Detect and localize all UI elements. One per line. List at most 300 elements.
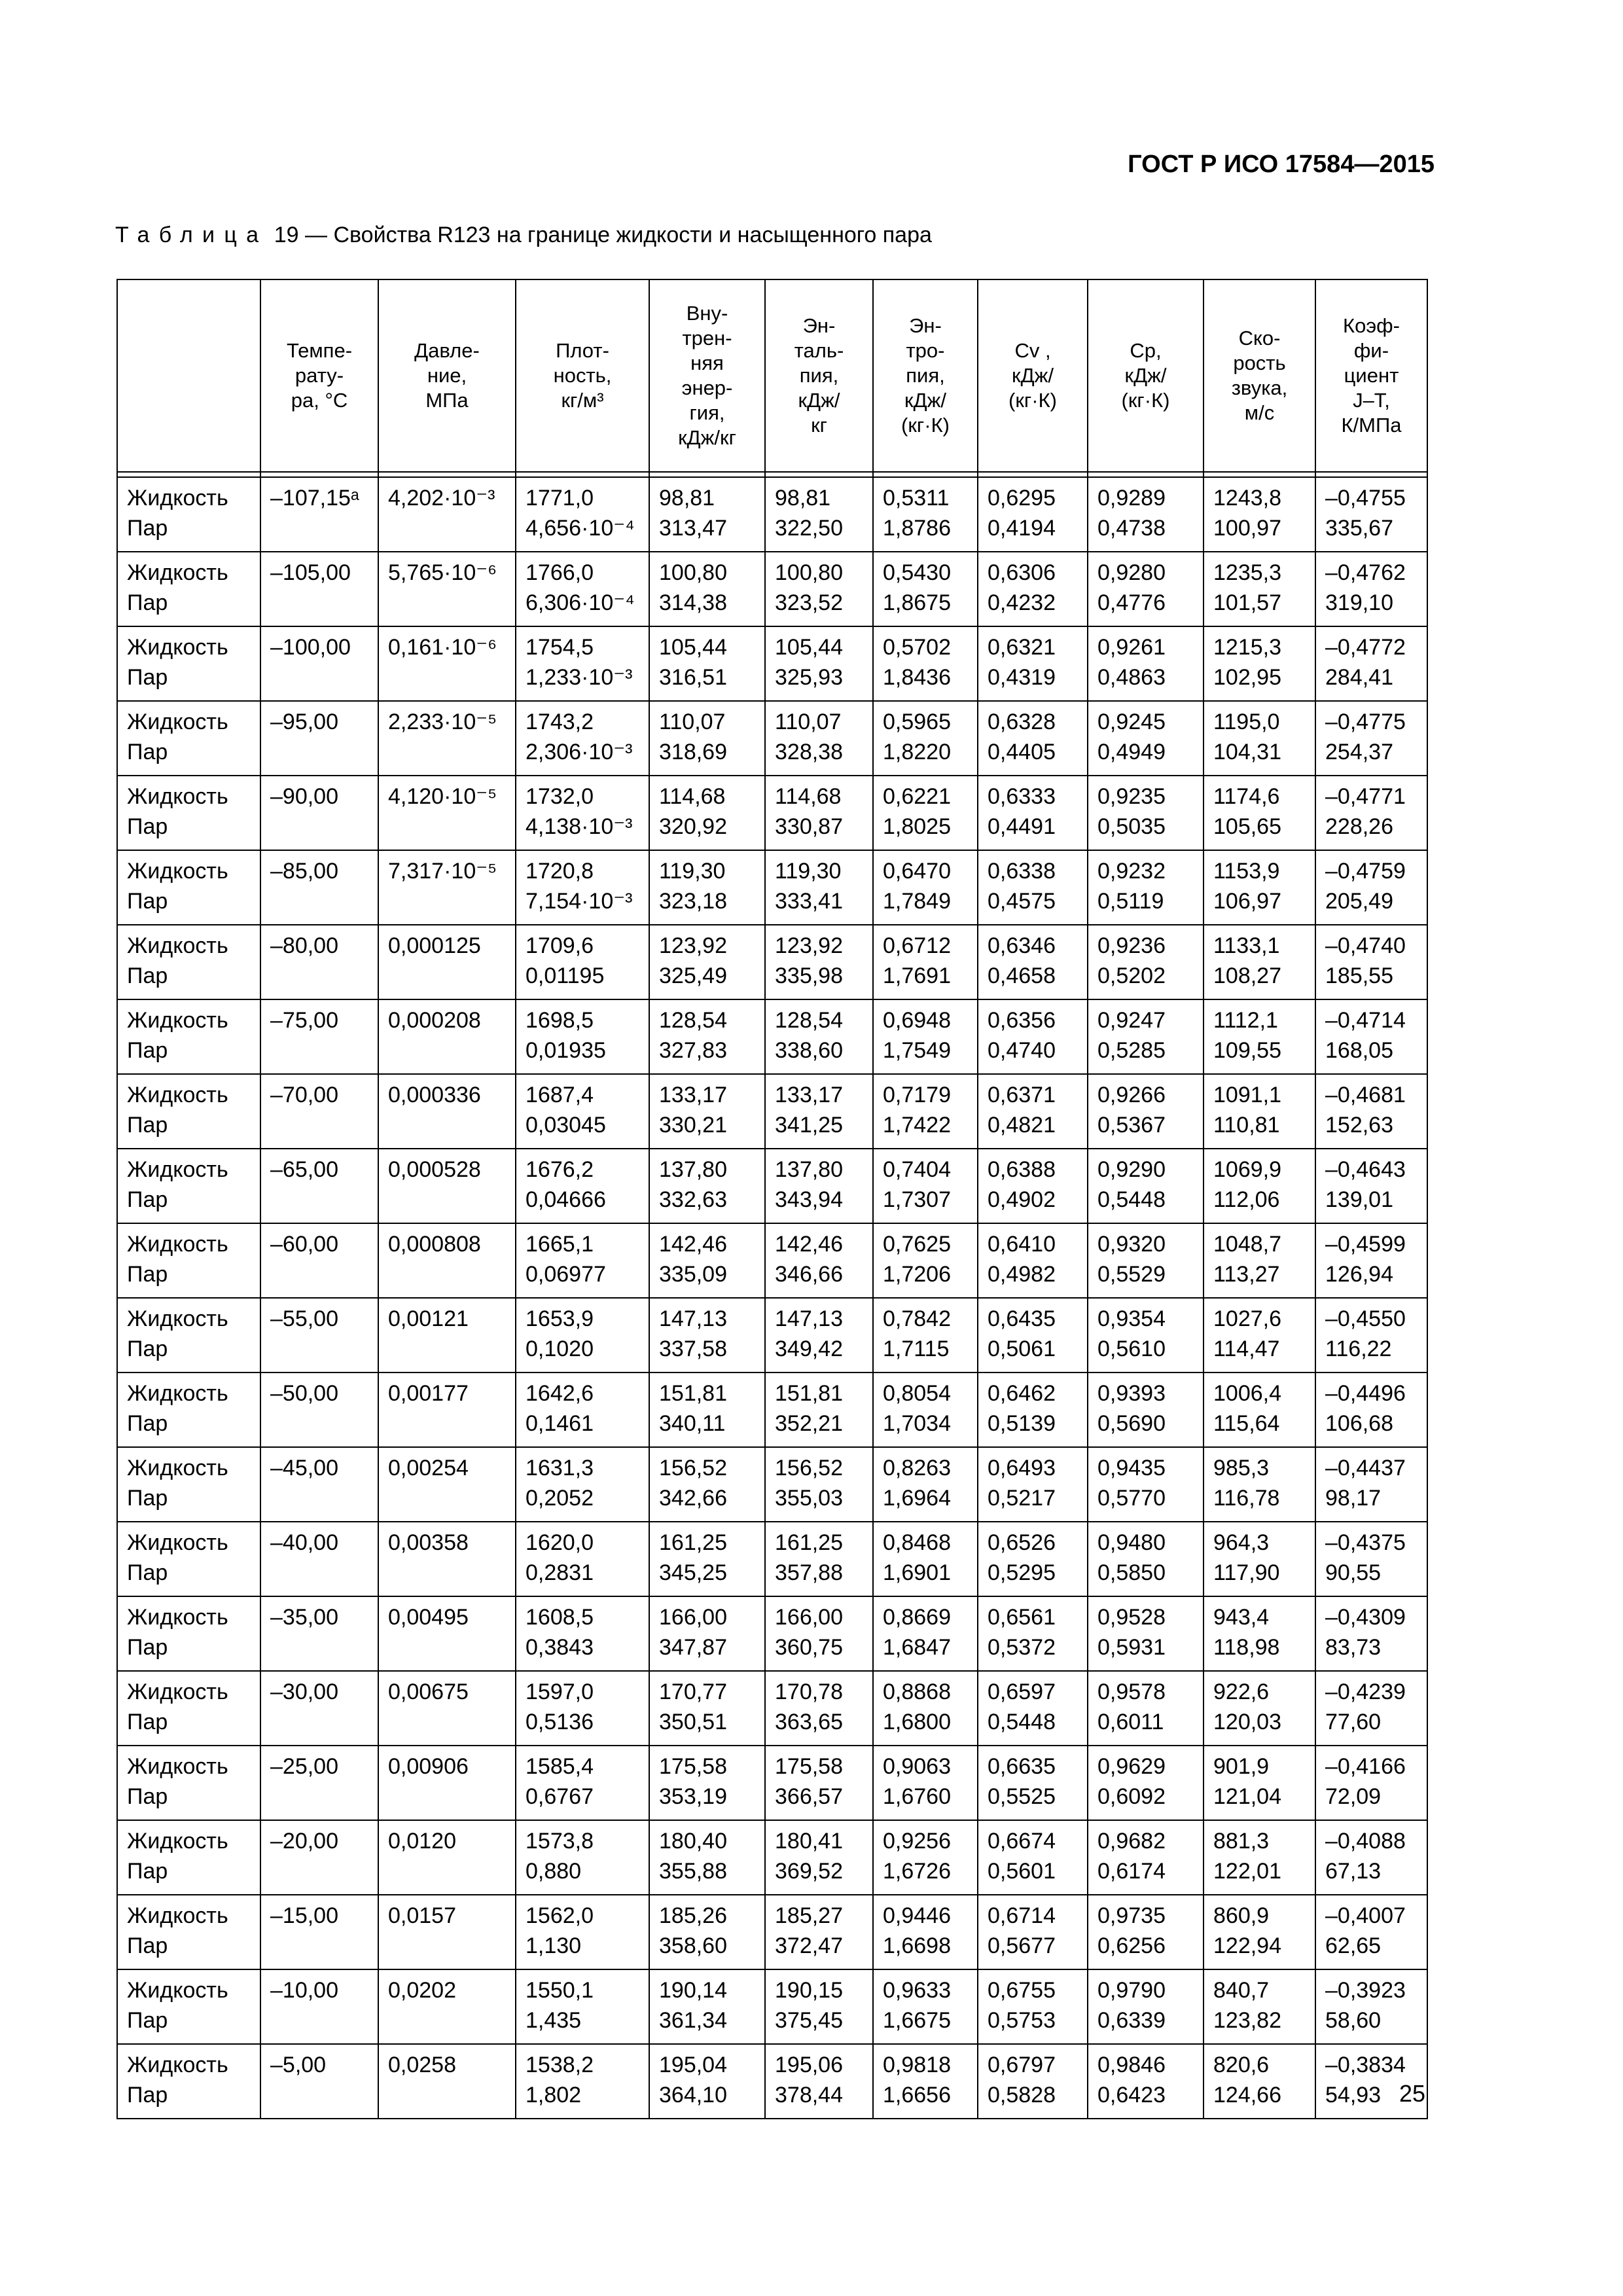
cell-phase <box>117 1223 260 1298</box>
cell-value: Жидкость <box>127 2053 228 2077</box>
cell-value: Жидкость <box>127 635 228 660</box>
cell-value: 0,6462 <box>988 1381 1056 1406</box>
cell-jt <box>1315 999 1427 1074</box>
table-row <box>117 701 1427 776</box>
cell-value: 147,13 <box>775 1306 843 1331</box>
cell-value: 372,47 <box>775 1933 843 1958</box>
cell-value: 1195,0 <box>1213 709 1280 734</box>
cell-value: 1620,0 <box>526 1530 594 1555</box>
cell-t <box>260 1298 378 1372</box>
cell-value: 147,13 <box>659 1306 727 1331</box>
cell-value: 124,66 <box>1213 2083 1281 2108</box>
cell-cp <box>1088 552 1204 626</box>
cell-value: 319,10 <box>1325 590 1393 615</box>
cell-cp <box>1088 999 1204 1074</box>
cell-s <box>873 1298 978 1372</box>
cell-value: 1676,2 <box>526 1157 594 1182</box>
cell-value: 0,8868 <box>883 1679 951 1704</box>
cell-value: 840,7 <box>1213 1978 1270 2003</box>
cell-value: 0,5601 <box>988 1859 1056 1884</box>
cell-value: 0,00358 <box>388 1530 469 1555</box>
cell-cv <box>978 1149 1088 1223</box>
cell-w <box>1204 776 1315 850</box>
cell-value: 0,9790 <box>1097 1978 1166 2003</box>
cell-value: 1,8436 <box>883 665 951 690</box>
cell-s <box>873 1447 978 1522</box>
cell-value: 820,6 <box>1213 2053 1270 2077</box>
cell-cp <box>1088 1223 1204 1298</box>
cell-jt <box>1315 1149 1427 1223</box>
cell-value: 0,6767 <box>526 1784 594 1809</box>
cell-p <box>378 1447 516 1522</box>
cell-rho <box>516 1969 649 2044</box>
cell-value: 0,6470 <box>883 859 951 884</box>
cell-h <box>765 1522 873 1596</box>
cell-value: Пар <box>127 889 168 914</box>
cell-value: 0,8263 <box>883 1456 951 1480</box>
cell-rho <box>516 1895 649 1969</box>
header-entropy: Эн- тро- пия, кДж/ (кг·К) <box>873 279 978 472</box>
cell-value: Пар <box>127 1933 168 1958</box>
cell-value: 0,000808 <box>388 1232 481 1257</box>
cell-cv <box>978 2044 1088 2119</box>
cell-value: 180,40 <box>659 1829 727 1854</box>
cell-value: 0,3843 <box>526 1635 594 1660</box>
cell-value: –0,4375 <box>1325 1530 1406 1555</box>
cell-t <box>260 1149 378 1223</box>
cell-value: 101,57 <box>1213 590 1281 615</box>
cell-cv <box>978 1671 1088 1746</box>
cell-value: Пар <box>127 1486 168 1511</box>
cell-cv <box>978 850 1088 925</box>
cell-cv <box>978 552 1088 626</box>
cell-value: 1766,0 <box>526 560 594 585</box>
cell-u <box>649 701 765 776</box>
cell-h <box>765 1223 873 1298</box>
cell-value: Пар <box>127 1411 168 1436</box>
cell-cp <box>1088 850 1204 925</box>
cell-u <box>649 999 765 1074</box>
cell-value: 0,6306 <box>988 560 1056 585</box>
cell-value: Жидкость <box>127 784 228 809</box>
cell-value: 195,06 <box>775 2053 843 2077</box>
cell-value: –107,15ᵃ <box>270 486 359 511</box>
cell-s <box>873 1372 978 1447</box>
cell-cv <box>978 1074 1088 1149</box>
cell-u <box>649 1895 765 1969</box>
cell-value: 4,120·10⁻⁵ <box>388 784 497 809</box>
cell-cp <box>1088 626 1204 701</box>
cell-value: 1,7034 <box>883 1411 951 1436</box>
cell-value: 0,9393 <box>1097 1381 1166 1406</box>
table-row <box>117 1447 1427 1522</box>
cell-cp <box>1088 1522 1204 1596</box>
cell-s <box>873 626 978 701</box>
cell-value: 90,55 <box>1325 1560 1382 1585</box>
cell-w <box>1204 626 1315 701</box>
cell-value: 1573,8 <box>526 1829 594 1854</box>
cell-value: –0,4714 <box>1325 1008 1406 1033</box>
cell-s <box>873 1149 978 1223</box>
cell-cv <box>978 1820 1088 1895</box>
table-row <box>117 1298 1427 1372</box>
cell-value: 0,6597 <box>988 1679 1056 1704</box>
cell-value: 0,9528 <box>1097 1605 1166 1630</box>
cell-value: 0,4319 <box>988 665 1056 690</box>
cell-t <box>260 1895 378 1969</box>
cell-value: 0,5965 <box>883 709 951 734</box>
cell-value: 284,41 <box>1325 665 1393 690</box>
cell-value: 0,4863 <box>1097 665 1166 690</box>
cell-rho <box>516 1820 649 1895</box>
cell-value: 0,06977 <box>526 1262 606 1287</box>
cell-phase <box>117 552 260 626</box>
cell-value: 0,6328 <box>988 709 1056 734</box>
cell-rho <box>516 701 649 776</box>
cell-value: 161,25 <box>775 1530 843 1555</box>
cell-value: 110,07 <box>775 709 842 734</box>
cell-h <box>765 1074 873 1149</box>
cell-w <box>1204 1895 1315 1969</box>
cell-value: 0,6423 <box>1097 2083 1166 2108</box>
cell-value: 0,9818 <box>883 2053 951 2077</box>
cell-value: 1709,6 <box>526 933 594 958</box>
cell-h <box>765 776 873 850</box>
cell-value: 0,9236 <box>1097 933 1166 958</box>
cell-value: 98,17 <box>1325 1486 1382 1511</box>
cell-value: 1665,1 <box>526 1232 594 1257</box>
cell-value: 0,4902 <box>988 1187 1056 1212</box>
cell-value: 133,17 <box>775 1083 843 1107</box>
cell-value: 195,04 <box>659 2053 727 2077</box>
cell-value: 0,6321 <box>988 635 1056 660</box>
cell-cv <box>978 1895 1088 1969</box>
cell-value: 139,01 <box>1325 1187 1393 1212</box>
cell-value: 170,78 <box>775 1679 843 1704</box>
cell-t <box>260 1969 378 2044</box>
cell-t <box>260 1447 378 1522</box>
cell-value: 355,88 <box>659 1859 727 1884</box>
cell-value: 0,6714 <box>988 1903 1056 1928</box>
cell-p <box>378 1746 516 1820</box>
table-row <box>117 1223 1427 1298</box>
cell-t <box>260 552 378 626</box>
cell-value: 1,7115 <box>883 1336 950 1361</box>
cell-value: –85,00 <box>270 859 338 884</box>
cell-value: 1091,1 <box>1213 1083 1281 1107</box>
cell-value: 0,8468 <box>883 1530 951 1555</box>
cell-value: 0,9290 <box>1097 1157 1166 1182</box>
cell-w <box>1204 2044 1315 2119</box>
cell-value: 0,9261 <box>1097 635 1166 660</box>
cell-value: 119,30 <box>659 859 726 884</box>
cell-t <box>260 1671 378 1746</box>
cell-phase <box>117 1447 260 1522</box>
cell-h <box>765 1372 873 1447</box>
table-row <box>117 925 1427 999</box>
cell-w <box>1204 1671 1315 1746</box>
cell-value: –0,4775 <box>1325 709 1406 734</box>
cell-value: 943,4 <box>1213 1605 1270 1630</box>
cell-p <box>378 701 516 776</box>
cell-value: 361,34 <box>659 2008 727 2033</box>
cell-jt <box>1315 1298 1427 1372</box>
cell-value: 369,52 <box>775 1859 843 1884</box>
cell-value: Пар <box>127 590 168 615</box>
cell-value: 166,00 <box>775 1605 843 1630</box>
header-internal-energy: Вну- трен- няя энер- гия, кДж/кг <box>649 279 765 472</box>
cell-value: 0,8669 <box>883 1605 951 1630</box>
cell-h <box>765 1969 873 2044</box>
cell-p <box>378 999 516 1074</box>
cell-rho <box>516 1447 649 1522</box>
cell-value: 0,4982 <box>988 1262 1056 1287</box>
table-row <box>117 1074 1427 1149</box>
cell-value: 0,7625 <box>883 1232 951 1257</box>
cell-value: 0,5828 <box>988 2083 1056 2108</box>
cell-value: 349,42 <box>775 1336 843 1361</box>
cell-value: 346,66 <box>775 1262 843 1287</box>
cell-value: 345,25 <box>659 1560 727 1585</box>
cell-value: 7,317·10⁻⁵ <box>388 859 497 884</box>
cell-value: 1048,7 <box>1213 1232 1281 1257</box>
cell-p <box>378 1820 516 1895</box>
cell-value: 62,65 <box>1325 1933 1382 1958</box>
cell-u <box>649 1671 765 1746</box>
cell-value: 110,81 <box>1213 1113 1280 1138</box>
cell-jt <box>1315 701 1427 776</box>
cell-value: 1,7549 <box>883 1038 951 1063</box>
cell-u <box>649 1447 765 1522</box>
cell-phase <box>117 626 260 701</box>
cell-value: 355,03 <box>775 1486 843 1511</box>
table-row <box>117 776 1427 850</box>
cell-value: 316,51 <box>659 665 727 690</box>
cell-value: Пар <box>127 963 168 988</box>
cell-value: 0,5035 <box>1097 814 1166 839</box>
header-density: Плот- ность, кг/м³ <box>516 279 649 472</box>
cell-value: 1,233·10⁻³ <box>526 665 633 690</box>
cell-cp <box>1088 1671 1204 1746</box>
cell-value: 860,9 <box>1213 1903 1270 1928</box>
table-row <box>117 1895 1427 1969</box>
cell-cv <box>978 626 1088 701</box>
cell-value: 0,6410 <box>988 1232 1056 1257</box>
cell-w <box>1204 1969 1315 2044</box>
cell-value: 0,0258 <box>388 2053 456 2077</box>
cell-value: 350,51 <box>659 1710 727 1734</box>
cell-value: 123,92 <box>775 933 843 958</box>
cell-p <box>378 1522 516 1596</box>
cell-value: 0,9629 <box>1097 1754 1166 1779</box>
cell-rho <box>516 626 649 701</box>
table-body <box>117 477 1427 2119</box>
cell-value: 1642,6 <box>526 1381 594 1406</box>
cell-value: 357,88 <box>775 1560 843 1585</box>
cell-value: 1,6698 <box>883 1933 951 1958</box>
cell-jt <box>1315 1746 1427 1820</box>
cell-value: Жидкость <box>127 1829 228 1854</box>
page-number: 25 <box>1399 2080 1425 2107</box>
cell-t <box>260 1372 378 1447</box>
cell-p <box>378 552 516 626</box>
cell-rho <box>516 1298 649 1372</box>
cell-value: 0,5448 <box>1097 1187 1166 1212</box>
cell-rho <box>516 999 649 1074</box>
cell-value: –80,00 <box>270 933 338 958</box>
cell-phase <box>117 1820 260 1895</box>
cell-value: 0,9320 <box>1097 1232 1166 1257</box>
cell-value: –0,4599 <box>1325 1232 1406 1257</box>
cell-value: 1,6656 <box>883 2083 951 2108</box>
cell-value: 0,6755 <box>988 1978 1056 2003</box>
cell-cp <box>1088 1447 1204 1522</box>
cell-value: 175,58 <box>659 1754 727 1779</box>
table-row <box>117 1746 1427 1820</box>
cell-value: –70,00 <box>270 1083 338 1107</box>
cell-value: –75,00 <box>270 1008 338 1033</box>
cell-value: 0,5136 <box>526 1710 594 1734</box>
cell-value: 2,306·10⁻³ <box>526 740 633 764</box>
table-row <box>117 626 1427 701</box>
cell-value: 364,10 <box>659 2083 727 2108</box>
header-jt-coefficient: Коэф- фи- циент J–T, К/МПа <box>1315 279 1427 472</box>
cell-jt <box>1315 552 1427 626</box>
table-header-row <box>117 279 1427 472</box>
cell-value: Пар <box>127 1336 168 1361</box>
cell-u <box>649 1298 765 1372</box>
cell-value: 119,30 <box>775 859 842 884</box>
cell-cv <box>978 1298 1088 1372</box>
cell-value: 116,22 <box>1325 1336 1392 1361</box>
cell-value: 168,05 <box>1325 1038 1393 1063</box>
cell-p <box>378 776 516 850</box>
cell-cp <box>1088 776 1204 850</box>
cell-value: 0,9063 <box>883 1754 951 1779</box>
cell-value: 0,9578 <box>1097 1679 1166 1704</box>
table-caption-title: 19 — Свойства R123 на границе жидкости и насыщенного пара <box>274 223 932 247</box>
cell-value: 114,68 <box>659 784 726 809</box>
cell-value: 228,26 <box>1325 814 1393 839</box>
cell-value: 881,3 <box>1213 1829 1270 1854</box>
cell-value: 0,5677 <box>988 1933 1056 1958</box>
cell-value: 1027,6 <box>1213 1306 1281 1331</box>
cell-h <box>765 999 873 1074</box>
cell-p <box>378 925 516 999</box>
cell-p <box>378 1074 516 1149</box>
cell-w <box>1204 1522 1315 1596</box>
cell-value: 0,0120 <box>388 1829 456 1854</box>
cell-value: 142,46 <box>659 1232 727 1257</box>
cell-value: Жидкость <box>127 1903 228 1928</box>
cell-value: 313,47 <box>659 516 727 541</box>
cell-value: –35,00 <box>270 1605 338 1630</box>
cell-cv <box>978 925 1088 999</box>
cell-value: 114,47 <box>1213 1336 1280 1361</box>
cell-value: 0,0202 <box>388 1978 456 2003</box>
cell-s <box>873 477 978 552</box>
cell-value: 0,03045 <box>526 1113 606 1138</box>
cell-value: 353,19 <box>659 1784 727 1809</box>
cell-value: 0,4740 <box>988 1038 1056 1063</box>
cell-s <box>873 999 978 1074</box>
cell-jt <box>1315 925 1427 999</box>
cell-s <box>873 850 978 925</box>
header-cp: Cp, кДж/ (кг·К) <box>1088 279 1204 472</box>
cell-t <box>260 2044 378 2119</box>
cell-value: 0,5311 <box>883 486 950 511</box>
cell-value: 0,5367 <box>1097 1113 1166 1138</box>
cell-phase <box>117 1895 260 1969</box>
cell-value: 964,3 <box>1213 1530 1270 1555</box>
cell-value: 0,9633 <box>883 1978 951 2003</box>
cell-value: 1,435 <box>526 2008 582 2033</box>
cell-value: 112,06 <box>1213 1187 1280 1212</box>
cell-value: 0,9256 <box>883 1829 951 1854</box>
cell-phase <box>117 1298 260 1372</box>
cell-w <box>1204 1746 1315 1820</box>
cell-value: –0,4771 <box>1325 784 1406 809</box>
cell-cp <box>1088 1969 1204 2044</box>
cell-value: Жидкость <box>127 1232 228 1257</box>
cell-value: Пар <box>127 1784 168 1809</box>
cell-phase <box>117 2044 260 2119</box>
cell-value: 0,4949 <box>1097 740 1166 764</box>
cell-u <box>649 477 765 552</box>
cell-value: –0,4759 <box>1325 859 1406 884</box>
cell-value: 0,9846 <box>1097 2053 1166 2077</box>
cell-value: 0,4821 <box>988 1113 1056 1138</box>
cell-value: 109,55 <box>1213 1038 1281 1063</box>
cell-cv <box>978 1746 1088 1820</box>
cell-s <box>873 1671 978 1746</box>
cell-h <box>765 1820 873 1895</box>
cell-value: 254,37 <box>1325 740 1393 764</box>
cell-value: 137,80 <box>775 1157 843 1182</box>
cell-value: 77,60 <box>1325 1710 1382 1734</box>
cell-value: 170,77 <box>659 1679 727 1704</box>
cell-rho <box>516 1149 649 1223</box>
cell-s <box>873 1522 978 1596</box>
cell-value: 151,81 <box>659 1381 727 1406</box>
cell-p <box>378 1372 516 1447</box>
cell-value: 0,5139 <box>988 1411 1056 1436</box>
cell-value: Жидкость <box>127 1083 228 1107</box>
cell-value: 0,6561 <box>988 1605 1056 1630</box>
cell-jt <box>1315 1671 1427 1746</box>
cell-p <box>378 850 516 925</box>
cell-value: 156,52 <box>775 1456 843 1480</box>
cell-rho <box>516 1372 649 1447</box>
cell-value: Пар <box>127 814 168 839</box>
table-row <box>117 477 1427 552</box>
header-double-rule <box>117 472 1427 477</box>
cell-value: –5,00 <box>270 2053 327 2077</box>
cell-w <box>1204 477 1315 552</box>
cell-value: 341,25 <box>775 1113 843 1138</box>
cell-h <box>765 925 873 999</box>
cell-value: 128,54 <box>775 1008 843 1033</box>
cell-value: 0,9247 <box>1097 1008 1166 1033</box>
cell-phase <box>117 850 260 925</box>
cell-w <box>1204 1596 1315 1671</box>
cell-h <box>765 552 873 626</box>
cell-value: 1,6726 <box>883 1859 951 1884</box>
cell-value: 175,58 <box>775 1754 843 1779</box>
cell-value: 123,82 <box>1213 2008 1281 2033</box>
cell-jt <box>1315 1969 1427 2044</box>
cell-rho <box>516 2044 649 2119</box>
